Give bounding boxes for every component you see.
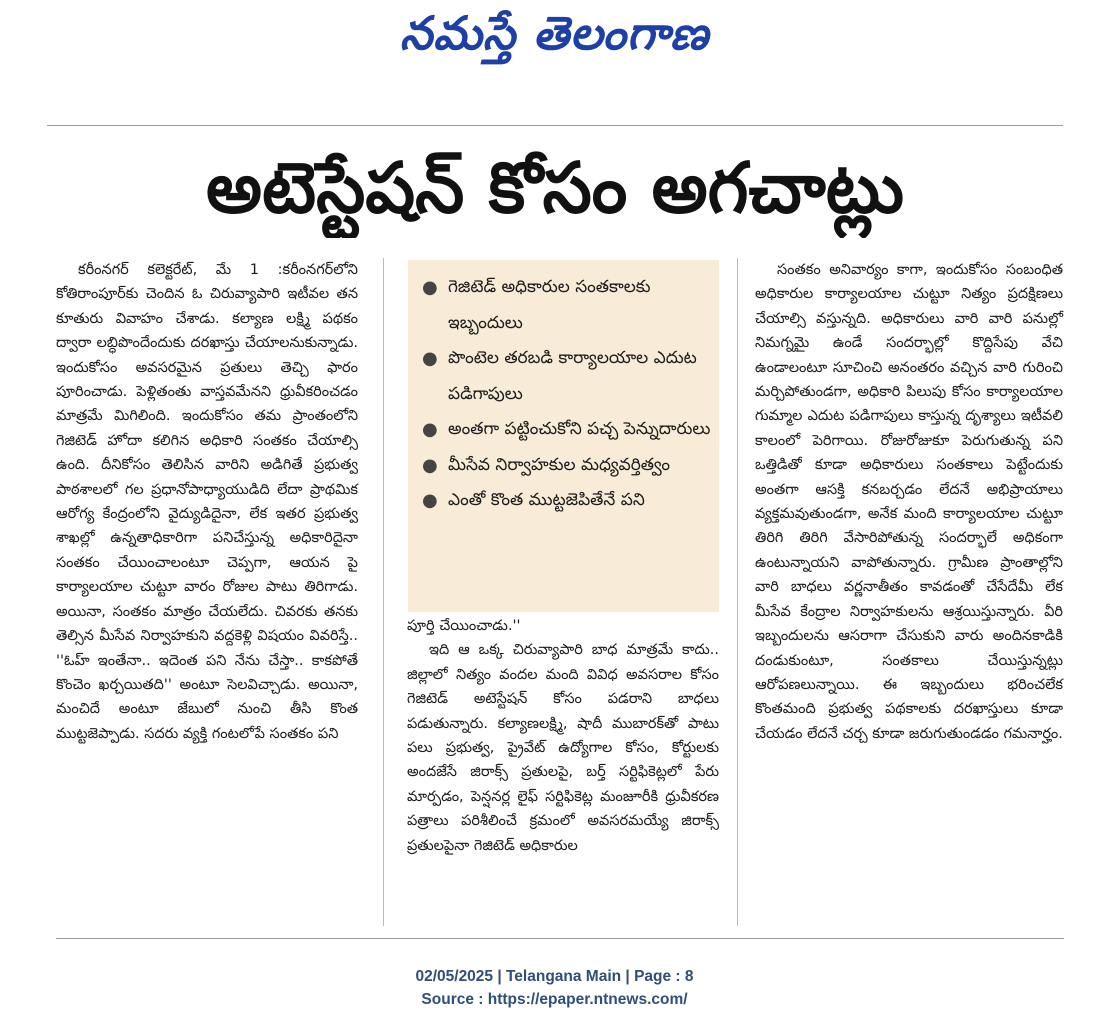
- column-divider: [737, 258, 738, 926]
- highlight-item: ● ఎంతో కొంత ముట్టజెపితేనే పని: [448, 483, 711, 519]
- footer-source: Source : https://epaper.ntnews.com/: [421, 991, 688, 1008]
- column-divider: [383, 258, 384, 926]
- article-column-1: [56, 258, 358, 746]
- footer-divider: [56, 938, 1064, 939]
- article-paragraph: పూర్తి చేయించాడు.'': [407, 618, 521, 634]
- highlight-item: ● మీసేవ నిర్వాహకుల మధ్యవర్తిత్వం: [448, 448, 711, 484]
- bullet-icon: ●: [422, 419, 438, 440]
- bullet-icon: ●: [422, 277, 438, 298]
- bullet-icon: ●: [422, 490, 438, 511]
- highlight-item: ● అంతగా పట్టించుకోని పచ్చ పెన్నుదారులు: [448, 412, 711, 448]
- article-paragraph: ఇది ఆ ఒక్క చిరువ్యాపారి బాధ మాత్రమే కాదు.. జిల్లాలో నిత్యం వందల మంది వివిధ అవసరాల కోసం గెజిటెడ్ అటెస్టేషన్ కోసం పడరాని బాధలు పడుతున్నారు. కల్యాణలక్ష్మి, షాదీ ముబారక్‌తో పాటు పలు ప్రభుత్వ, ప్రైవేట్ ఉద్యోగాల కోసం, కోర్టులకు అందజేసే జిరాక్స్ ప్రతులపై, బర్త్ సర్టిఫికెట్లలో పేరు మార్పడం, పెన్షనర్ల లైఫ్ సర్టిఫికెట్ల మంజూరీకి ధ్రువీకరణ పత్రాలు పరిశీలించే క్రమంలో అవసరమయ్యే జిరాక్స్ ప్రతులపైనా గెజిటెడ్ అధికారుల: [407, 642, 719, 854]
- highlights-box: [408, 260, 719, 612]
- article-column-2: [407, 614, 719, 858]
- article-column-3: [755, 258, 1063, 746]
- footer-edition-info: 02/05/2025 | Telangana Main | Page : 8: [415, 968, 694, 985]
- bullet-icon: ●: [422, 454, 438, 476]
- masthead-logo: నమస్తే తెలంగాణ: [399, 6, 710, 60]
- highlight-item: ● గెజిటెడ్ అధికారుల సంతకాలకు ఇబ్బందులు: [448, 270, 711, 341]
- header-divider: [47, 125, 1063, 126]
- article-paragraph: సంతకం అనివార్యం కాగా, ఇందుకోసం సంబంధిత అధికారుల కార్యాలయాల చుట్టూ నిత్యం ప్రదక్షిణలు చేయాల్సి వస్తున్నది. అధికారులు వారి వారి పనుల్లో నిమగ్నమై ఉండే సందర్భాల్లో కొద్దిసేపు వేచి ఉండాలంటూ సూచించి అనంతరం వచ్చిన వారి గురించి మర్చిపోతుండగా, అధికారి పిలుపు కోసం కార్యాలయాల గుమ్మాల ఎదుట పడిగాపులు కాస్తున్న దృశ్యాలు ఇటీవలి కాలంలో పెరిగాయి. రోజురోజుకూ పెరుగుతున్న పని ఒత్తిడితో కూడా అధికారులు సంతకాలు పెట్టేందుకు అంతగా ఆసక్తి కనబర్చడం లేదనే అభిప్రాయాలు వ్యక్తమవుతుండగా, అనేక మంది కార్యాలయాల చుట్టూ తిరిగి తిరిగి వేసారిపోతున్న సందర్భాలే అధికంగా ఉంటున్నాయని వాపోతున్నారు. గ్రామీణ ప్రాంతాల్లోని వారి బాధలు వర్ణనాతీతం కావడంతో చేసేదేమీ లేక మీసేవ కేంద్రాల నిర్వాహకులను ఆశ్రయిస్తున్నారు. వీరి ఇబ్బందులను ఆసరాగా చేసుకుని వారు అందినకాడికి దండుకుంటూ, సంతకాలు చేయిస్తున్నట్లు ఆరోపణలున్నాయి. ఈ ఇబ్బందులు భరించలేక కొంతమంది ప్రభుత్వ పథకాలకు దరఖాస్తులు కూడా చేయడం లేదనే చర్చ కూడా జరుగుతుండడం గమనార్హం.: [755, 262, 1063, 742]
- bullet-icon: ●: [422, 348, 438, 369]
- article-paragraph: కరీంనగర్ కలెక్టరేట్, మే 1 :కరీంనగర్‌లోని కోతిరాంపూర్‌కు చెందిన ఓ చిరువ్యాపారి ఇటీవల తన కూతురు వివాహం చేశాడు. కల్యాణ లక్ష్మి పథకం ద్వారా లబ్ధిపొందేందుకు దరఖాస్తు చేయాలనుకున్నాడు. ఇందుకోసం అవసరమైన ప్రతులు తెచ్చి ఫారం పూరించాడు. పెళ్లితంతు వాస్తవమేనని ధ్రువీకరించడం మాత్రమే మిగిలింది. ఇందుకోసం తమ ప్రాంతంలోని గెజిటెడ్ హోదా కలిగిన అధికారి సంతకం చేయాల్సి ఉంది. దీనికోసం తెలిసిన వారిని అడిగితే ప్రభుత్వ పాఠశాలలో గల ప్రధానోపాధ్యాయుడిది లేదా ప్రాథమిక ఆరోగ్య కేంద్రంలోని వైద్యుడిదైనా, లేక ఇతర ప్రభుత్వ శాఖల్లో ఉన్నతాధికారిగా పనిచేస్తున్న అధికారిదైనా సంతకం చేయించాలంటూ చెప్పగా, ఆయన పై కార్యాలయాల చుట్టూ వారం రోజుల పాటు తిరిగాడు. అయినా, సంతకం మాత్రం చేయలేదు. చివరకు తనకు తెల్సిన మీసేవ నిర్వాహకుని వద్దకెళ్లి విషయం వివరిస్తే.. ''ఓహ్ ఇంతేనా.. ఇదెంత పని నేను చేస్తా.. కాకపోతే కొంచెం ఖర్చయితది'' అంటూ సెలవిచ్చాడు. అయినా, మంచిదే అంటూ జేబులో నుంచి తీసి కొంత ముట్టజెప్పాడు. సదరు వ్యక్తి గంటలోపే సంతకం పని: [56, 262, 358, 742]
- article-headline: అటెస్టేషన్ కోసం అగచాట్లు: [206, 147, 904, 229]
- highlight-item: ● పొంటెల తరబడి కార్యాలయాల ఎదుట పడిగాపులు: [448, 341, 711, 412]
